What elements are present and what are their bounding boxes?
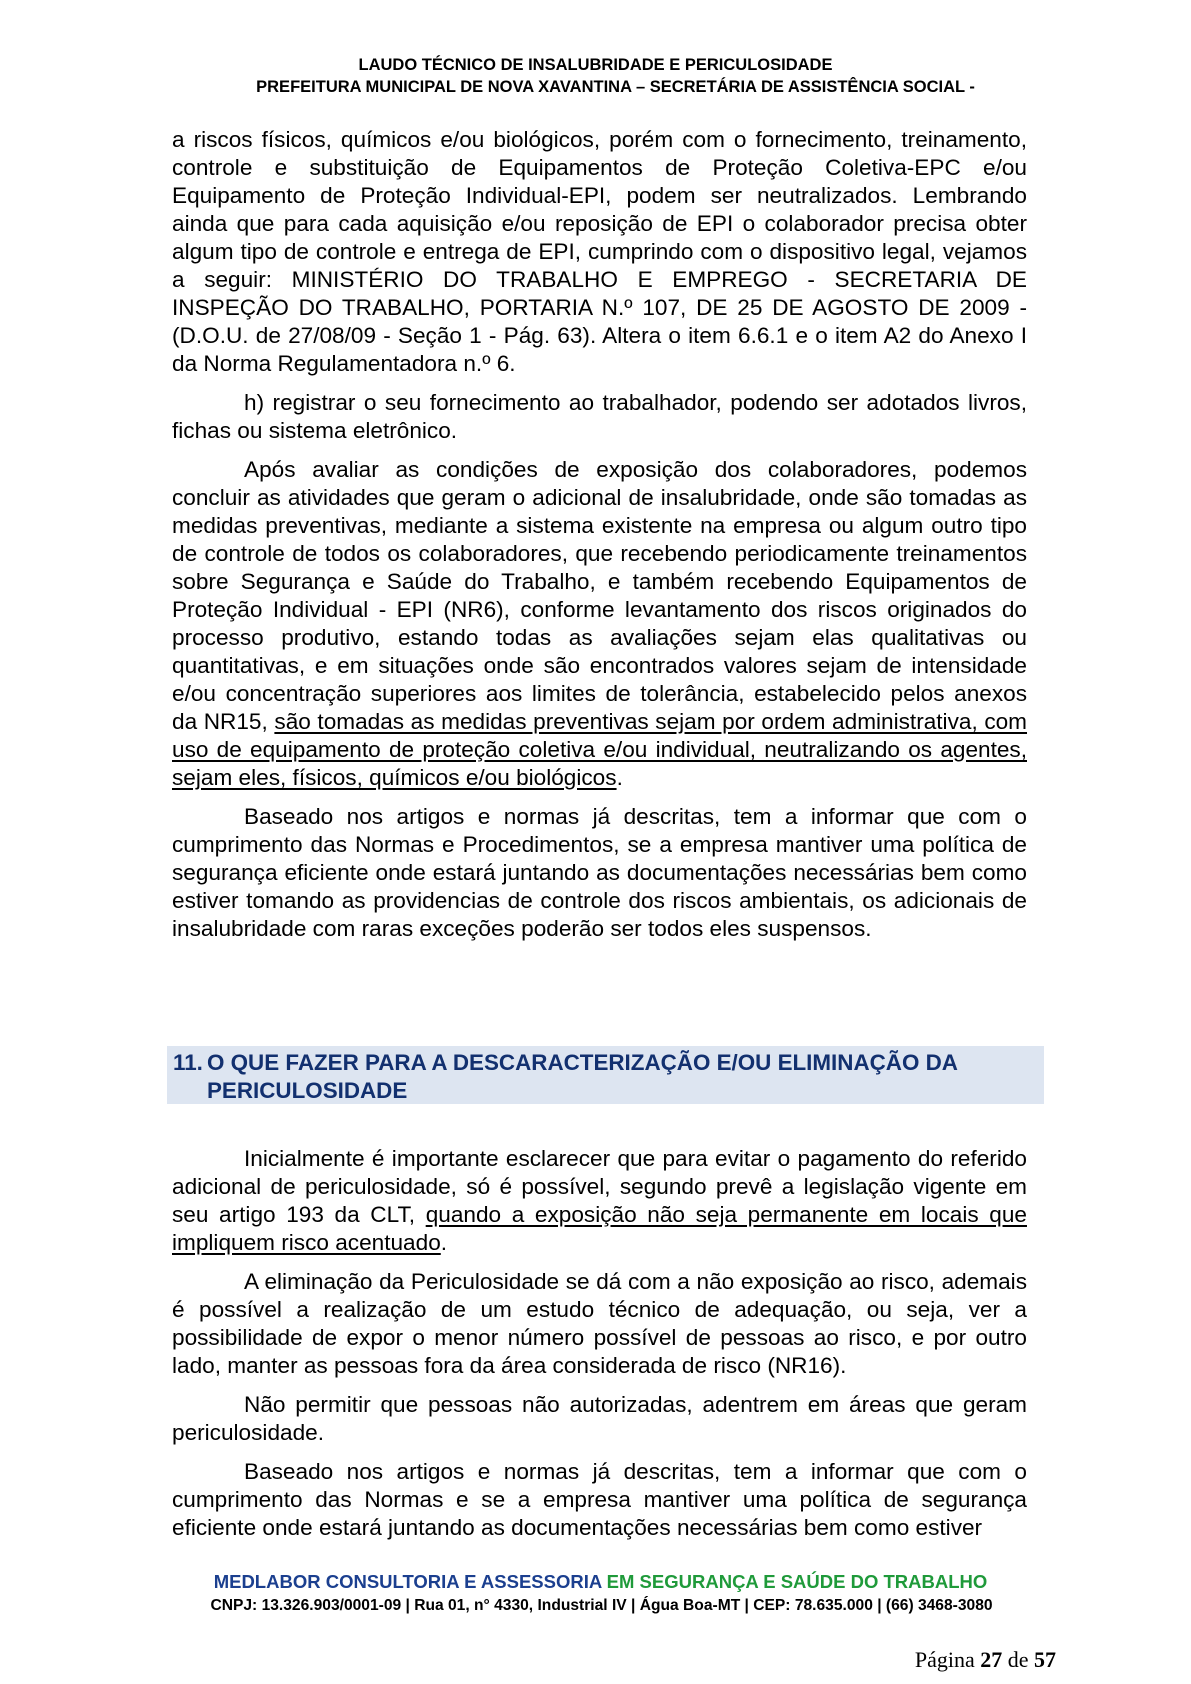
page-number-prefix: Página: [914, 1647, 981, 1672]
section-title-line2: PERICULOSIDADE: [207, 1078, 408, 1103]
paragraph-insalubridade-conclusion: Baseado nos artigos e normas já descritas, tem a informar que com o cumprimento das Normas e Procedimentos, se a empresa mantiver uma política de segurança eficiente onde estará juntando as documentações necessárias bem como estiver tomando as providencias de controle dos riscos ambientais, os adicionais de insalubridade com raras exceções poderão ser todos eles suspensos.: [172, 804, 1027, 941]
footer-company: [0, 1569, 1191, 1595]
section-title-line1: O QUE FAZER PARA A DESCARACTERIZAÇÃO E/OU ELIMINAÇÃO DA: [207, 1050, 958, 1075]
page-footer: [0, 1569, 1191, 1617]
footer-company-tagline: EM SEGURANÇA E SAÚDE DO TRABALHO: [601, 1571, 988, 1592]
paragraph-registrar: h) registrar o seu fornecimento ao trabalhador, podendo ser adotados livros, fichas ou sistema eletrônico.: [172, 390, 1027, 443]
page-number: [915, 1647, 1056, 1673]
underlined-measures: são tomadas as medidas preventivas sejam por ordem administrativa, com uso de equipamento de proteção coletiva e/ou individual, neutralizando os agentes, sejam eles, físicos, químicos e/ou biológicos: [172, 709, 1028, 790]
page-number-total: 57: [1034, 1647, 1056, 1672]
page-number-middle: de: [1002, 1647, 1034, 1672]
header-subtitle: PREFEITURA MUNICIPAL DE NOVA XAVANTINA – SECRETÁRIA DE ASSISTÊNCIA SOCIAL -: [256, 78, 975, 96]
header-title: LAUDO TÉCNICO DE INSALUBRIDADE E PERICULOSIDADE: [358, 56, 833, 74]
paragraph-avaliacao: [172, 456, 1027, 792]
paragraph-inicialmente-end: .: [440, 1230, 448, 1255]
underlined-exposure: quando a exposição não seja permanente em locais que impliquem risco acentuado: [172, 1202, 1027, 1255]
paragraph-avaliacao-text: Após avaliar as condições de exposição dos colaboradores, podemos concluir as atividades que geram o adicional de insalubridade, onde são tomadas as medidas preventivas, mediante a sistema existente na empresa ou algum outro tipo de controle de todos os colaboradores, que recebendo periodicamente treinamentos sobre Segurança e Saúde do Trabalho, e também recebendo Equipamentos de Proteção Individual - EPI (NR6), conforme levantamento dos riscos originados do processo produtivo, estando todas as avaliações sejam elas qualitativas ou quantitativas, e em situações onde são encontrados valores sejam de intensidade e/ou concentração superiores aos limites de tolerância, estabelecido pelos anexos da NR15,: [172, 457, 1027, 734]
paragraph-eliminacao: A eliminação da Periculosidade se dá com a não exposição ao risco, ademais é possível a realização de um estudo técnico de adequação, ou seja, ver a possibilidade de expor o menor número possível de pessoas ao risco, e por outro lado, manter as pessoas fora da área considerada de risco (NR16).: [172, 1269, 1027, 1378]
paragraph-inicialmente-text: Inicialmente é importante esclarecer que para evitar o pagamento do referido adicional de periculosidade, só é possível, segundo prevê a legislação vigente em seu artigo 193 da CLT,: [172, 1146, 1027, 1227]
section-heading-11: [167, 1046, 1044, 1104]
page-number-current: 27: [980, 1647, 1003, 1672]
body-text-bottom: [172, 1145, 1027, 1553]
paragraph-inicialmente: [172, 1145, 1027, 1257]
page-header: [0, 54, 1191, 98]
paragraph-baseado: Baseado nos artigos e normas já descritas, tem a informar que com o cumprimento das Normas e se a empresa mantiver uma política de segurança eficiente onde estará juntando as documentações necessárias bem como estiver: [172, 1459, 1027, 1540]
section-number: 11.: [173, 1050, 203, 1075]
footer-address: CNPJ: 13.326.903/0001-09 | Rua 01, n° 4330, Industrial IV | Água Boa-MT | CEP: 78.635.000 | (66) 3468-3080: [210, 1597, 993, 1614]
paragraph-nao-permitir: Não permitir que pessoas não autorizadas, adentrem em áreas que geram periculosidade.: [172, 1392, 1027, 1445]
footer-company-name: MEDLABOR CONSULTORIA E ASSESSORIA: [213, 1571, 602, 1592]
paragraph-epi: a riscos físicos, químicos e/ou biológicos, porém com o fornecimento, treinamento, controle e substituição de Equipamentos de Proteção Coletiva-EPC e/ou Equipamento de Proteção Individual-EPI, podem ser neutralizados. Lembrando ainda que para cada aquisição e/ou reposição de EPI o colaborador precisa obter algum tipo de controle e entrega de EPI, cumprindo com o dispositivo legal, vejamos a seguir: MINISTÉRIO DO TRABALHO E EMPREGO - SECRETARIA DE INSPEÇÃO DO TRABALHO, PORTARIA N.º 107, DE 25 DE AGOSTO DE 2009 - (D.O.U. de 27/08/09 - Seção 1 - Pág. 63). Altera o item 6.6.1 e o item A2 do Anexo I da Norma Regulamentadora n.º 6.: [172, 127, 1027, 376]
body-text-top: [172, 126, 1027, 954]
paragraph-avaliacao-end: .: [616, 765, 623, 790]
